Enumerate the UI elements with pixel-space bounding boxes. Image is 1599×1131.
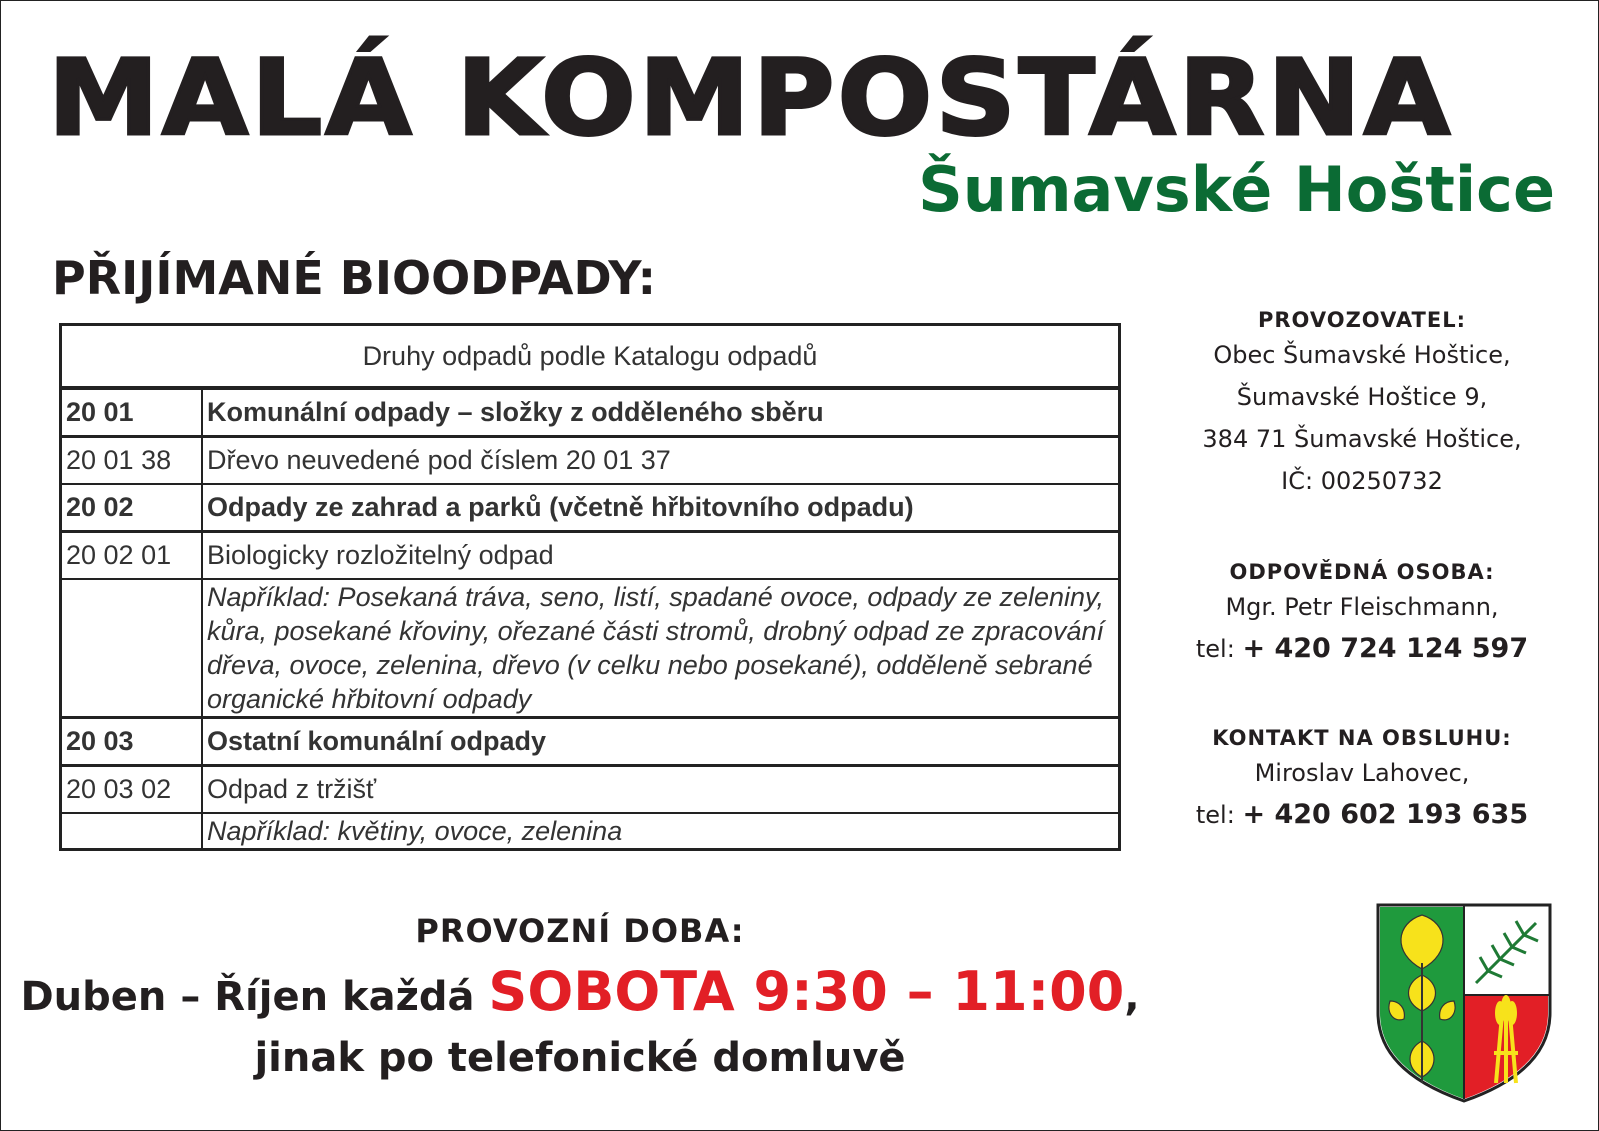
section-heading: PŘIJÍMANÉ BIOODPADY: [52, 251, 656, 305]
table-row [62, 719, 1118, 767]
phone-number: + 420 602 193 635 [1242, 799, 1529, 830]
waste-code: 20 01 [62, 390, 203, 438]
responsible-label: ODPOVĚDNÁ OSOBA: [1229, 560, 1495, 584]
phone-number: + 420 724 124 597 [1242, 633, 1529, 664]
contact-label: KONTAKT NA OBSLUHU: [1212, 726, 1512, 750]
operator-line: 384 71 Šumavské Hoštice, [1202, 425, 1522, 453]
table-row [62, 485, 1118, 533]
hours-note: jinak po telefonické domluvě [254, 1035, 906, 1081]
table-row [62, 580, 1118, 719]
responsible-block [1162, 558, 1562, 670]
waste-code [62, 814, 203, 848]
waste-catalog-table [59, 323, 1121, 851]
hours-line [0, 960, 1160, 1029]
page-title: MALÁ KOMPOSTÁRNA [48, 37, 1454, 159]
contact-phone [1162, 794, 1562, 836]
waste-example: Například: květiny, ovoce, zelenina [207, 816, 623, 846]
table-row [62, 533, 1118, 580]
operator-id: IČ: 00250732 [1281, 467, 1443, 495]
table-row [62, 814, 1118, 848]
table-header: Druhy odpadů podle Katalogu odpadů [62, 326, 1118, 390]
hours-suffix: , [1124, 974, 1140, 1020]
hours-prefix: Duben – Říjen každá [20, 974, 489, 1020]
table-row [62, 438, 1118, 485]
tel-prefix: tel: [1195, 801, 1235, 829]
waste-example: Například: Posekaná tráva, seno, listí, spadané ovoce, odpady ze zeleniny, kůra, posekané křoviny, ořezané části stromů, drobný odpad ze zpracování dřeva, ovoce, zelenina, dřevo (v celku nebo posekané), odděleně sebrané organické hřbitovní odpady [203, 580, 1118, 719]
operator-block [1162, 306, 1562, 502]
waste-description: Odpad z tržišť [203, 767, 1118, 814]
table-header-row [62, 326, 1118, 390]
hours-highlight: SOBOTA 9:30 – 11:00 [488, 960, 1125, 1023]
responsible-name: Mgr. Petr Fleischmann, [1225, 593, 1499, 621]
page-subtitle: Šumavské Hoštice [918, 153, 1555, 226]
coat-of-arms-icon [1376, 903, 1552, 1103]
waste-code: 20 01 38 [62, 438, 203, 485]
waste-code: 20 03 [62, 719, 203, 767]
waste-description: Odpady ze zahrad a parků (včetně hřbitovního odpadu) [203, 485, 1118, 533]
contact-name: Miroslav Lahovec, [1254, 759, 1470, 787]
waste-code: 20 02 [62, 485, 203, 533]
operator-line: Šumavské Hoštice 9, [1236, 383, 1488, 411]
waste-code: 20 02 01 [62, 533, 203, 580]
waste-code [62, 580, 203, 719]
responsible-phone [1162, 628, 1562, 670]
operator-label: PROVOZOVATEL: [1258, 308, 1466, 332]
waste-code: 20 03 02 [62, 767, 203, 814]
waste-description: Ostatní komunální odpady [203, 719, 1118, 767]
contact-block [1162, 724, 1562, 836]
waste-description: Dřevo neuvedené pod číslem 20 01 37 [203, 438, 1118, 485]
waste-description: Biologicky rozložitelný odpad [203, 533, 1118, 580]
table-row [62, 390, 1118, 438]
tel-prefix: tel: [1195, 635, 1235, 663]
table-row [62, 767, 1118, 814]
hours-label: PROVOZNÍ DOBA: [415, 912, 745, 950]
waste-description: Komunální odpady – složky z odděleného sběru [203, 390, 1118, 438]
operator-line: Obec Šumavské Hoštice, [1213, 341, 1511, 369]
